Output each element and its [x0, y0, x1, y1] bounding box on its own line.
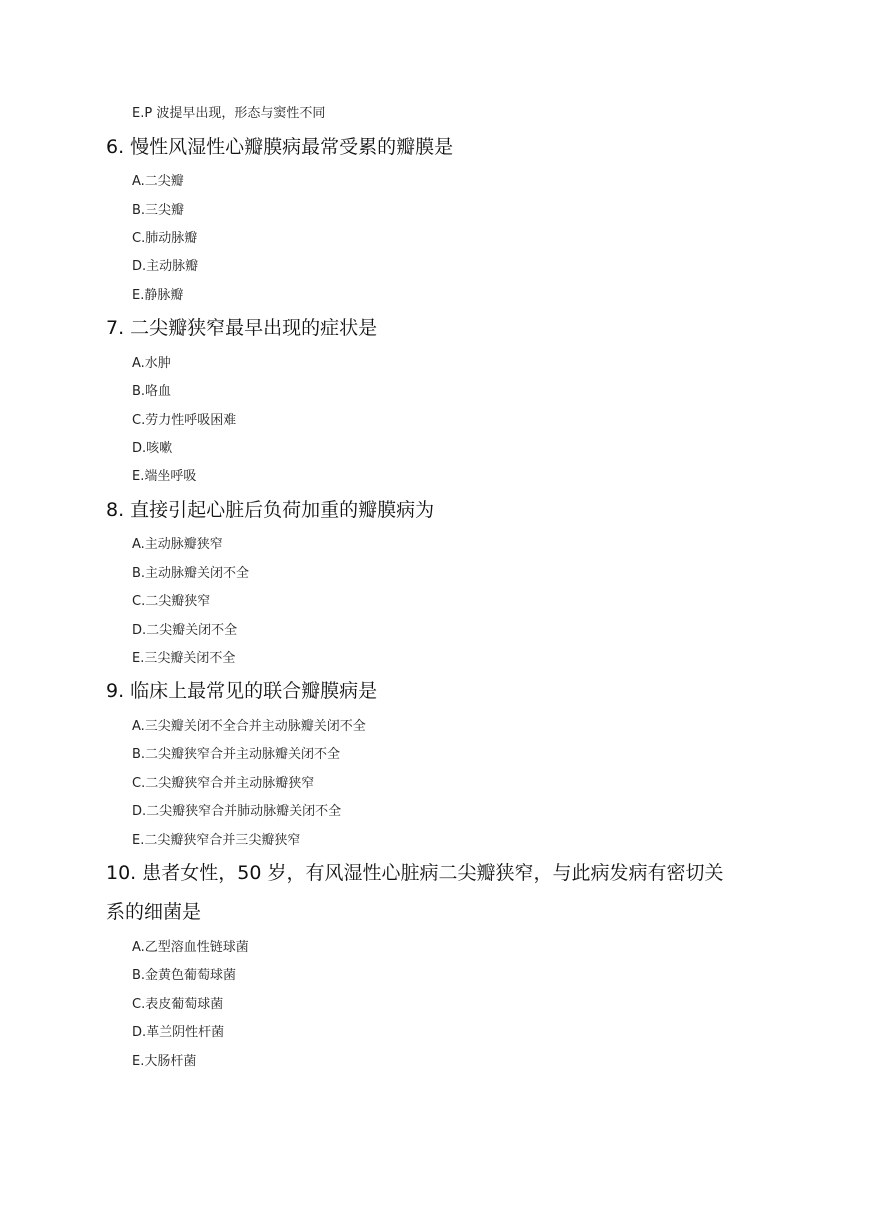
- question-8-option-c: C.二尖瓣狭窄: [132, 594, 211, 609]
- question-6-option-a: A.二尖瓣: [132, 174, 184, 189]
- question-7-option-e: E.端坐呼吸: [132, 469, 197, 484]
- question-7-option-d: D.咳嗽: [132, 441, 173, 456]
- question-10-title-line-2: 系的细菌是: [106, 901, 202, 923]
- question-9-option-b: B.二尖瓣狭窄合并主动脉瓣关闭不全: [132, 747, 341, 762]
- question-9-option-d: D.二尖瓣狭窄合并肺动脉瓣关闭不全: [132, 804, 342, 819]
- question-9-option-c: C.二尖瓣狭窄合并主动脉瓣狭窄: [132, 776, 315, 791]
- question-10-option-c: C.表皮葡萄球菌: [132, 997, 224, 1012]
- question-7-title: 7. 二尖瓣狭窄最早出现的症状是: [106, 317, 378, 339]
- question-7-option-b: B.咯血: [132, 384, 172, 399]
- question-6-title: 6. 慢性风湿性心瓣膜病最常受累的瓣膜是: [106, 136, 454, 158]
- question-6-option-d: D.主动脉瓣: [132, 259, 199, 274]
- question-9-option-e: E.二尖瓣狭窄合并三尖瓣狭窄: [132, 833, 301, 848]
- question-10-option-e: E.大肠杆菌: [132, 1054, 197, 1069]
- question-10-title-line-1: 10. 患者女性，50 岁，有风湿性心脏病二尖瓣狭窄，与此病发病有密切关: [106, 862, 724, 884]
- question-6-option-c: C.肺动脉瓣: [132, 231, 198, 246]
- question-8-option-e: E.三尖瓣关闭不全: [132, 651, 236, 666]
- question-8-option-d: D.二尖瓣关闭不全: [132, 623, 238, 638]
- question-8-title: 8. 直接引起心脏后负荷加重的瓣膜病为: [106, 499, 435, 521]
- question-10-option-a: A.乙型溶血性链球菌: [132, 940, 249, 955]
- question-6-option-b: B.三尖瓣: [132, 203, 185, 218]
- question-6-option-e: E.静脉瓣: [132, 288, 184, 303]
- question-7-option-c: C.劳力性呼吸困难: [132, 413, 237, 428]
- question-8-option-b: B.主动脉瓣关闭不全: [132, 566, 250, 581]
- option-prev-e: E.P 波提早出现，形态与窦性不同: [132, 106, 326, 121]
- question-9-option-a: A.三尖瓣关闭不全合并主动脉瓣关闭不全: [132, 719, 366, 734]
- question-10-option-d: D.革兰阴性杆菌: [132, 1025, 225, 1040]
- question-8-option-a: A.主动脉瓣狭窄: [132, 537, 223, 552]
- question-9-title: 9. 临床上最常见的联合瓣膜病是: [106, 680, 378, 702]
- question-7-option-a: A.水肿: [132, 356, 171, 371]
- question-10-option-b: B.金黄色葡萄球菌: [132, 968, 237, 983]
